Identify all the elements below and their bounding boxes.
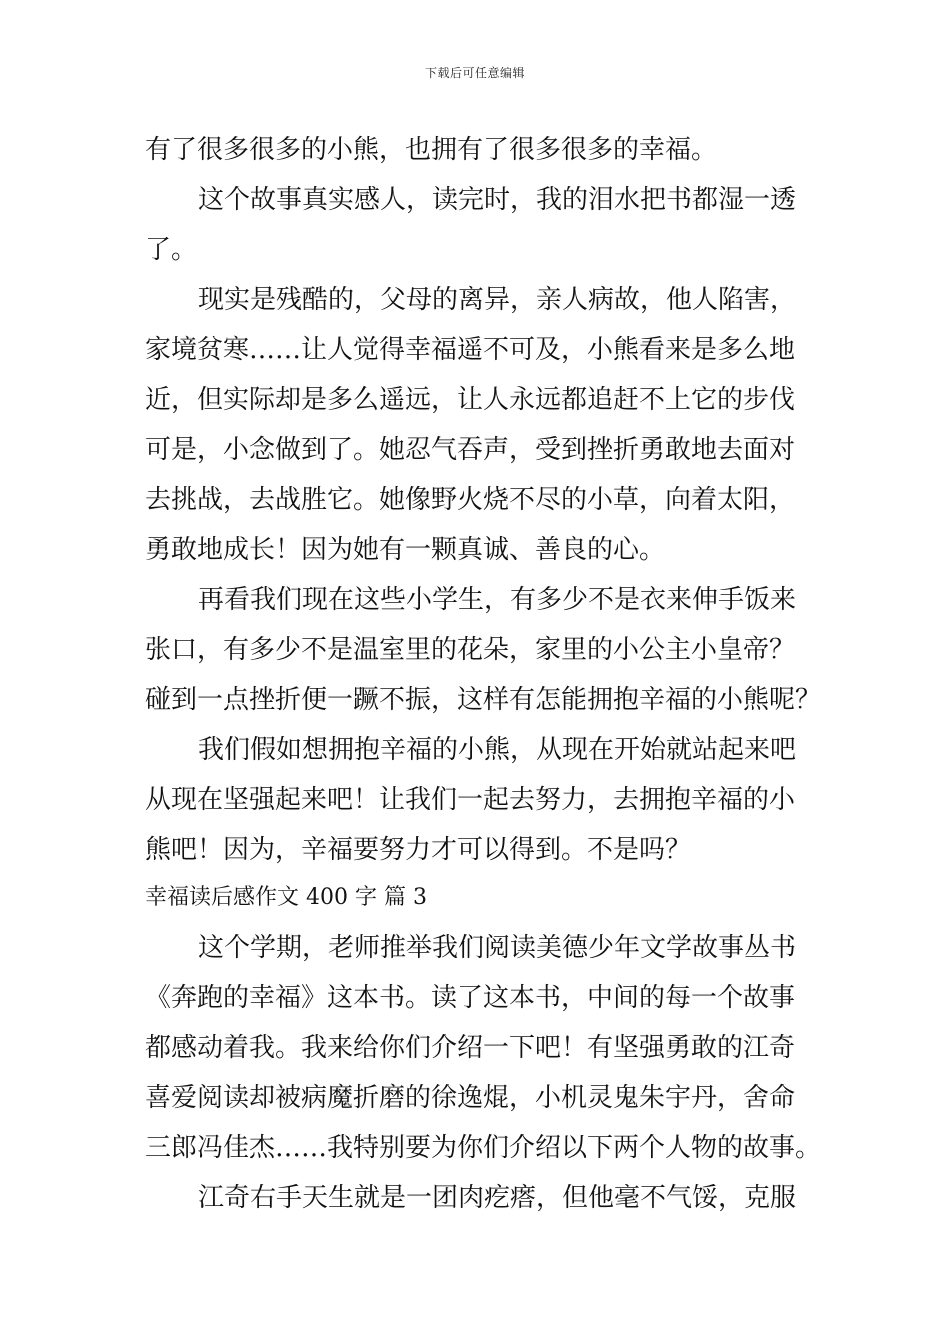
text-line: 去挑战，去战胜它。她像野火烧不尽的小草，向着太阳，: [145, 485, 796, 515]
text-line: 江奇右手天生就是一团肉疙瘩，但他毫不气馁，克服: [198, 1183, 797, 1213]
text-line: 碰到一点挫折便一蹶不振，这样有怎能拥抱辛福的小熊呢？: [145, 685, 822, 715]
text-line: 三郎冯佳杰……我特别要为你们介绍以下两个人物的故事。: [145, 1133, 822, 1163]
page-header: 下载后可任意编辑: [424, 66, 525, 80]
text-line: 勇敢地成长！因为她有一颗真诚、善良的心。: [145, 535, 666, 565]
text-line: 可是，小念做到了。她忍气吞声，受到挫折勇敢地去面对: [145, 435, 796, 465]
text-line: 有了很多很多的小熊，也拥有了很多很多的幸福。: [145, 135, 718, 165]
text-line: 《奔跑的幸福》这本书。读了这本书，中间的每一个故事: [145, 983, 796, 1013]
text-line: 家境贫寒……让人觉得幸福遥不可及，小熊看来是多么地: [145, 335, 796, 365]
text-line: 我们假如想拥抱辛福的小熊，从现在开始就站起来吧: [198, 735, 797, 765]
text-line: 都感动着我。我来给你们介绍一下吧！有坚强勇敢的江奇: [145, 1033, 796, 1063]
text-line: 这个学期，老师推举我们阅读美德少年文学故事丛书: [198, 933, 797, 963]
text-line: 喜爱阅读却被病魔折磨的徐逸焜，小机灵鬼朱宇丹，舍命: [145, 1083, 796, 1113]
section-heading: 幸福读后感作文 400 字 篇 3: [145, 885, 427, 910]
text-line: 熊吧！因为，辛福要努力才可以得到。不是吗？: [145, 835, 692, 865]
text-line: 近，但实际却是多么遥远，让人永远都追赶不上它的步伐: [145, 385, 796, 415]
text-line: 了。: [145, 235, 198, 265]
text-line: 从现在坚强起来吧！让我们一起去努力，去拥抱辛福的小: [145, 785, 796, 815]
text-line: 现实是残酷的，父母的离异，亲人病故，他人陷害，: [198, 285, 797, 315]
text-line: 这个故事真实感人，读完时，我的泪水把书都湿一透: [198, 185, 797, 215]
text-line: 张口，有多少不是温室里的花朵，家里的小公主小皇帝？: [145, 635, 796, 665]
text-line: 再看我们现在这些小学生，有多少不是衣来伸手饭来: [198, 585, 797, 615]
